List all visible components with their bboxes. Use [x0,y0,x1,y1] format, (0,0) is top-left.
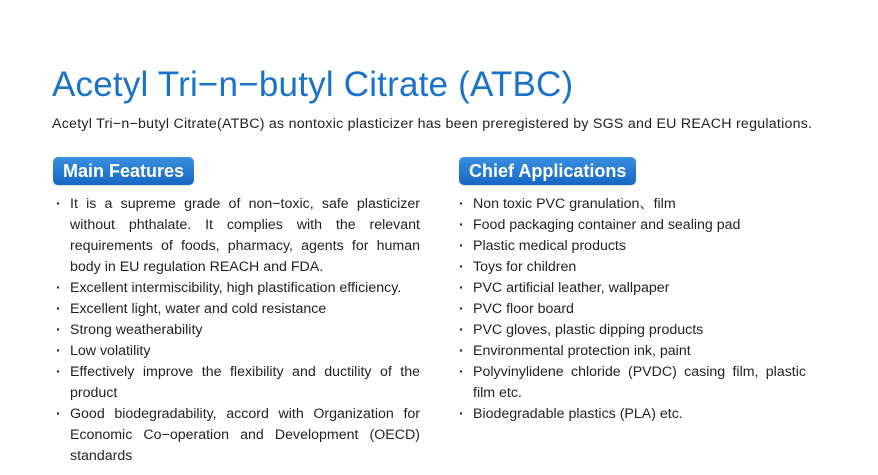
bullet: · [56,322,61,338]
feature-item: · Effectively improve the flexibility and ductility of the product [56,364,420,401]
bullet: · [459,364,464,380]
application-item: · PVC floor board [459,299,806,320]
bullet: · [56,364,61,380]
application-item: · Non toxic PVC granulation、film [459,194,806,215]
feature-item: · Strong weatherability [56,320,420,341]
bullet: · [459,259,464,275]
chief-applications-heading: Chief Applications [459,157,636,185]
application-item: · PVC artificial leather, wallpaper [459,278,806,299]
application-item: · Food packaging container and sealing pad [459,215,806,236]
bullet: · [56,280,61,296]
bullet: · [459,196,464,212]
application-item: · Polyvinylidene chloride (PVDC) casing film, plastic film etc. [459,364,806,401]
main-features-list [56,194,420,467]
bullet: · [459,322,464,338]
feature-item: · Good biodegradability, accord with Organization for Economic Co−operation and Development (OECD) standards [56,406,420,464]
application-item: · Biodegradable plastics (PLA) etc. [459,404,806,425]
main-features-heading: Main Features [53,157,194,185]
feature-item: · Excellent light, water and cold resistance [56,299,420,320]
application-item: · Toys for children [459,257,806,278]
chief-applications-list [459,194,806,425]
bullet: · [459,217,464,233]
intro-paragraph: Acetyl Tri−n−butyl Citrate(ATBC) as nontoxic plasticizer has been preregistered by SGS and EU REACH regulations. [52,116,813,133]
bullet: · [459,301,464,317]
application-item: · Environmental protection ink, paint [459,341,806,362]
feature-item: · Excellent intermiscibility, high plastification efficiency. [56,278,420,299]
bullet: · [56,406,61,422]
bullet: · [459,280,464,296]
bullet: · [459,406,464,422]
bullet: · [56,343,61,359]
bullet: · [459,238,464,254]
page-title: Acetyl Tri−n−butyl Citrate (ATBC) [52,65,574,105]
bullet: · [56,301,61,317]
application-item: · PVC gloves, plastic dipping products [459,320,806,341]
feature-item: · Low volatility [56,341,420,362]
bullet: · [459,343,464,359]
application-item: · Plastic medical products [459,236,806,257]
feature-item: · It is a supreme grade of non−toxic, safe plasticizer without phthalate. It complies with the relevant requirements of foods, pharmacy, agents for human body in EU regulation REACH and FDA. [56,196,420,275]
bullet: · [56,196,61,212]
